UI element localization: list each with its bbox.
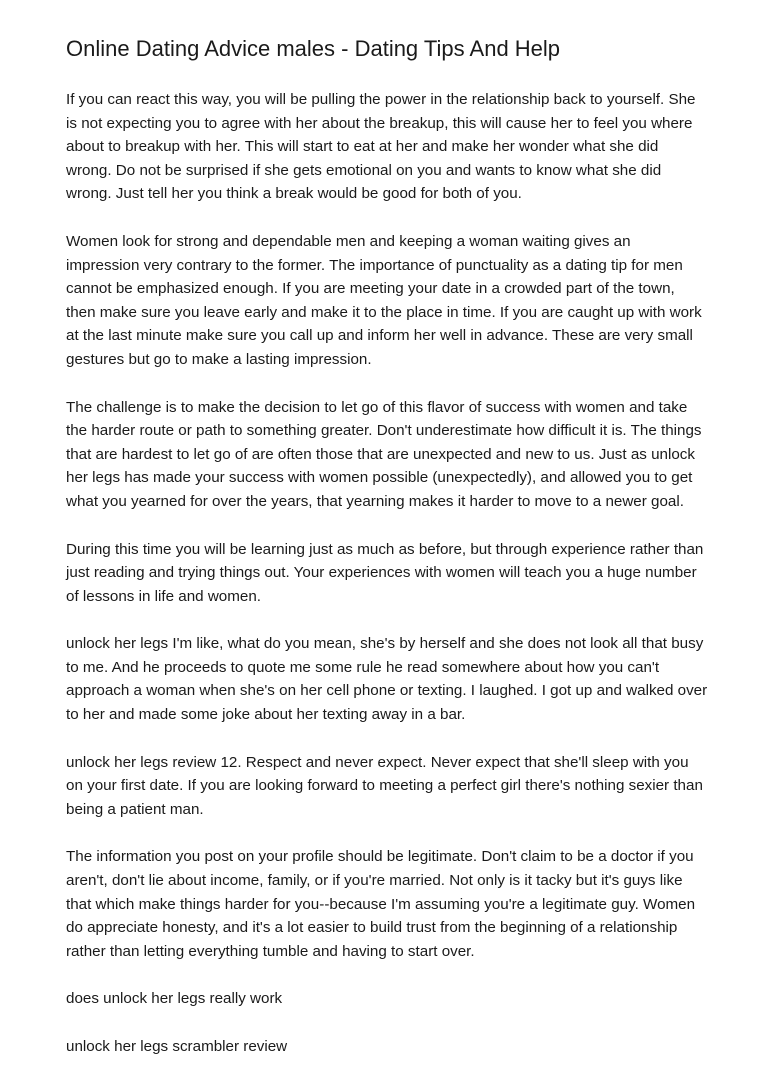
paragraph-6: unlock her legs review 12. Respect and never expect. Never expect that she'll sleep with you on your first date. If you are looking forward to meeting a perfect girl there's nothing sexier than being a patient man. [66, 753, 703, 818]
paragraph-8: does unlock her legs really work [66, 990, 283, 1008]
paragraph-3: The challenge is to make the decision to let go of this flavor of success with women and take the harder route or path to something greater. Don't underestimate how difficult it is. The things that are hardest to let go of are often those that are unexpected and new to us. Just as unlock her legs has made your success with women possible (unexpectedly), and allowed you to get what you yearned for over the years, that yearning makes it harder to move to a newer goal. [66, 398, 702, 510]
paragraph-2: Women look for strong and dependable men and keeping a woman waiting gives an impression very contrary to the former. The importance of punctuality as a dating tip for men cannot be emphasized enough. If you are meeting your date in a crowded part of the town, then make sure you leave early and make it to the place in time. If you are caught up with work at the last minute make sure you call up and inform her well in advance. These are very small gestures but go to make a lasting impression. [66, 232, 702, 368]
paragraph-1: If you can react this way, you will be pulling the power in the relationship back to yourself. She is not expecting you to agree with her about the breakup, this will cause her to feel you where about to breakup with her. This will start to eat at her and make her wonder what she did wrong. Do not be surprised if she gets emotional on you and wants to know what she did wrong. Just tell her you think a break would be good for both of you. [66, 91, 696, 203]
paragraph-7: The information you post on your profile should be legitimate. Don't claim to be a doctor if you aren't, don't lie about income, family, or if you're married. Not only is it tacky but it's guys like that which make things harder for you--because I'm assuming you're a legitimate guy. Women do appreciate honesty, and it's a lot easier to build trust from the beginning of a relationship rather than letting everything tumble and having to start over. [66, 848, 696, 960]
paragraph-4: During this time you will be learning just as much as before, but through experience rather than just reading and trying things out. Your experiences with women will teach you a huge number of lessons in life and women. [66, 540, 704, 605]
paragraph-9: unlock her legs scrambler review [66, 1038, 288, 1055]
page-title: Online Dating Advice males - Dating Tips And Help [66, 36, 561, 61]
paragraph-5: unlock her legs I'm like, what do you mean, she's by herself and she does not look all that busy to me. And he proceeds to quote me some rule he read somewhere about how you can't approach a woman when she's on her cell phone or texting. I laughed. I got up and walked over to her and made some joke about her texting away in a bar. [66, 635, 708, 724]
